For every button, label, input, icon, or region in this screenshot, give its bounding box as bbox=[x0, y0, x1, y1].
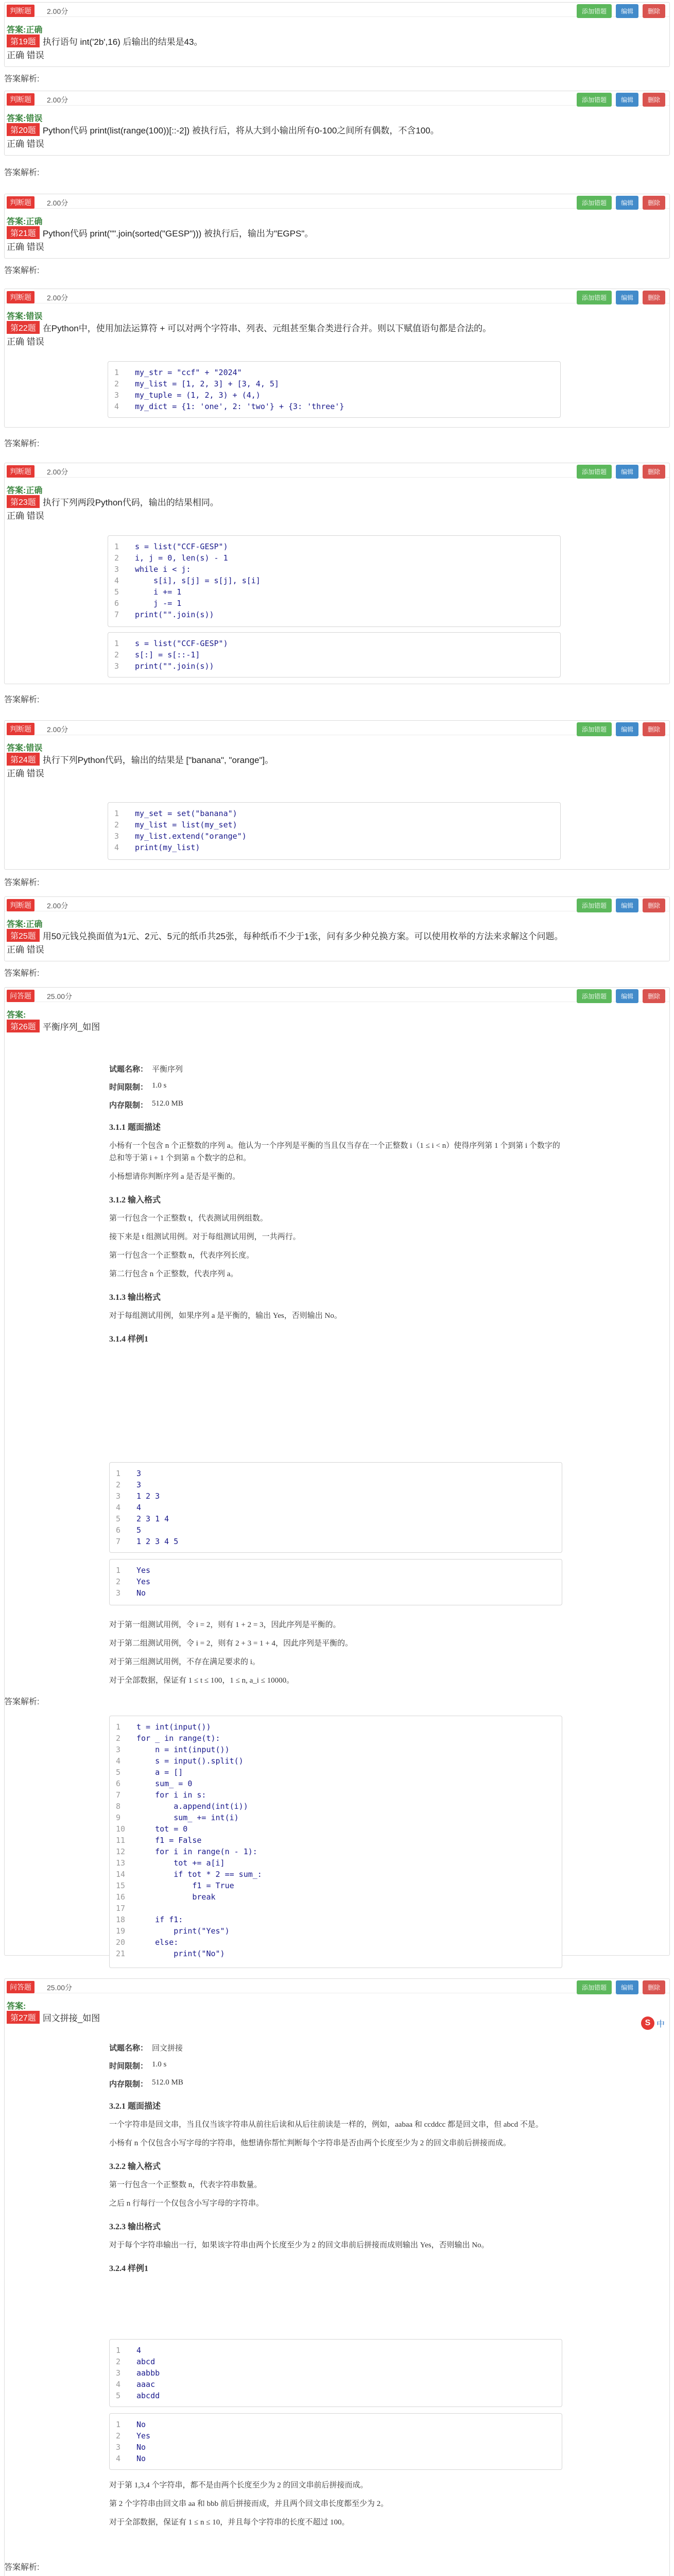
code-line: 17 bbox=[116, 1904, 126, 1913]
code-line: 3 my_tuple = (1, 2, 3) + (4,) bbox=[114, 391, 261, 400]
code-line: 1 No bbox=[116, 2420, 146, 2429]
code-line: 7 1 2 3 4 5 bbox=[116, 1537, 179, 1546]
code-line: 5 abcdd bbox=[116, 2391, 160, 2400]
meta-name bbox=[109, 1063, 562, 1074]
paragraph: 小杨有 n 个仅包含小写字母的字符串，他想请你帮忙判断每个字符串是否由两个长度至少为 2 的回文串前后拼接而成。 bbox=[109, 2139, 511, 2147]
meta-mem bbox=[109, 2078, 562, 2089]
question-text: 执行下列两段Python代码，输出的结果相同。 bbox=[42, 498, 219, 507]
question-text: Python代码 print("".join(sorted("GESP"))) 被执行后，输出为"EGPS"。 bbox=[42, 229, 314, 239]
bullet-note: 对于第二组测试用例，令 i = 2，则有 2 + 3 = 1 + 4，因此序列是平衡的。 bbox=[109, 1639, 353, 1648]
code-line: 6 5 bbox=[116, 1526, 142, 1535]
question-card bbox=[4, 289, 670, 428]
code-block bbox=[108, 361, 561, 418]
question-type-badge: 判断题 bbox=[7, 93, 34, 106]
question-number: 第24题 bbox=[7, 753, 40, 766]
code-line: 7 for i in s: bbox=[116, 1790, 206, 1800]
analysis-label: 答案解析: bbox=[4, 1698, 40, 1706]
question-number: 第22题 bbox=[7, 321, 40, 334]
code-line: 15 f1 = True bbox=[116, 1881, 234, 1890]
paragraph: 第一行包含一个正整数 t，代表测试用例组数。 bbox=[109, 1214, 268, 1223]
question-type-badge: 问答题 bbox=[7, 990, 34, 1002]
question-text: 平衡序列_如图 bbox=[42, 1022, 100, 1032]
code-block bbox=[108, 535, 561, 627]
code-line: 2 for _ in range(t): bbox=[116, 1734, 220, 1743]
add-wrong-button[interactable]: 添加错题 bbox=[577, 196, 612, 210]
edit-button[interactable]: 编辑 bbox=[616, 4, 638, 18]
code-line: 16 break bbox=[116, 1892, 216, 1902]
analysis-label: 答案解析: bbox=[4, 75, 40, 83]
time-limit: 1.0 s bbox=[152, 1081, 167, 1090]
paragraph: 第二行包含 n 个正整数，代表序列 a。 bbox=[109, 1270, 238, 1278]
paragraph: 对于每个字符串输出一行，如果该字符串由两个长度至少为 2 的回文串前后拼接而成则输出 Yes，否则输出 No。 bbox=[109, 2241, 489, 2249]
meta-time bbox=[109, 1081, 562, 1092]
code-line: 21 print("No") bbox=[116, 1949, 225, 1958]
question-type-badge: 判断题 bbox=[7, 196, 34, 209]
sample-output bbox=[109, 1559, 562, 1605]
ime-indicator[interactable]: 中 bbox=[656, 2020, 665, 2029]
code-line: 6 j -= 1 bbox=[114, 599, 182, 608]
answer: 答案:错误 bbox=[7, 744, 43, 753]
paragraph: 之后 n 行每行一个仅包含小写字母的字符串。 bbox=[109, 2199, 264, 2208]
code-line: 4 No bbox=[116, 2454, 146, 2463]
delete-button[interactable]: 删除 bbox=[643, 465, 665, 479]
sample-notes bbox=[109, 2473, 562, 2535]
code-line: 2 s[:] = s[::-1] bbox=[114, 650, 200, 659]
code-line: 19 print("Yes") bbox=[116, 1926, 230, 1936]
section-heading: 3.2.4 样例1 bbox=[109, 2264, 149, 2273]
true-false-options[interactable]: 正确 错误 bbox=[7, 242, 44, 252]
code-block bbox=[108, 802, 561, 860]
score: 2.00分 bbox=[47, 96, 68, 104]
code-line: 2 my_list = [1, 2, 3] + [3, 4, 5] bbox=[114, 379, 279, 388]
score: 2.00分 bbox=[47, 7, 68, 15]
problem-name: 回文拼接 bbox=[152, 2044, 183, 2053]
question-text: 用50元钱兑换面值为1元、2元、5元的纸币共25张，每种纸币不少于1张，问有多少种兑换方案。可以使用枚举的方法来求解这个问题。 bbox=[42, 931, 563, 941]
question-type-badge: 判断题 bbox=[7, 5, 34, 17]
problem-name: 平衡序列 bbox=[152, 1065, 183, 1074]
code-line: 5 i += 1 bbox=[114, 587, 182, 597]
question-card bbox=[4, 2, 670, 67]
true-false-options[interactable]: 正确 错误 bbox=[7, 139, 44, 149]
score: 25.00分 bbox=[47, 992, 73, 1001]
section-heading: 3.1.3 输出格式 bbox=[109, 1293, 161, 1302]
code-line: 1 my_set = set("banana") bbox=[114, 809, 237, 818]
code-line: 1 s = list("CCF-GESP") bbox=[114, 639, 228, 648]
score: 2.00分 bbox=[47, 468, 68, 476]
add-wrong-button[interactable]: 添加错题 bbox=[577, 722, 612, 736]
paragraph: 第一行包含一个正整数 n，代表字符串数量。 bbox=[109, 2181, 262, 2189]
delete-button[interactable]: 删除 bbox=[643, 989, 665, 1003]
edit-button[interactable]: 编辑 bbox=[616, 989, 638, 1003]
question-card bbox=[4, 194, 670, 259]
code-line: 9 sum_ += int(i) bbox=[116, 1813, 239, 1822]
section-heading: 3.1.2 输入格式 bbox=[109, 1196, 161, 1205]
question-number: 第26题 bbox=[7, 1020, 40, 1032]
time-label: 时间限制： bbox=[109, 2062, 148, 2071]
code-line: 2 Yes bbox=[116, 2431, 151, 2441]
sample-notes bbox=[109, 1613, 562, 1693]
question-row bbox=[7, 321, 491, 334]
code-line: 6 sum_ = 0 bbox=[116, 1779, 193, 1788]
analysis-label: 答案解析: bbox=[4, 2563, 40, 2572]
meta-mem bbox=[109, 1099, 562, 1110]
paragraph: 接下来是 t 组测试用例。对于每组测试用例，一共两行。 bbox=[109, 1233, 301, 1241]
mem-label: 内存限制： bbox=[109, 1101, 148, 1110]
name-label: 试题名称： bbox=[109, 2044, 148, 2053]
delete-button[interactable]: 删除 bbox=[643, 722, 665, 736]
card-header bbox=[5, 463, 669, 478]
code-line: 4 4 bbox=[116, 1503, 142, 1512]
problem-statement bbox=[109, 2035, 562, 2281]
bullet-note: 对于全部数据，保证有 1 ≤ t ≤ 100，1 ≤ n, a_i ≤ 10000。 bbox=[109, 1676, 295, 1685]
code-line: 4 my_dict = {1: 'one', 2: 'two'} + {3: 'three'} bbox=[114, 402, 344, 411]
analysis-label: 答案解析: bbox=[4, 696, 40, 704]
solution-code bbox=[109, 1716, 562, 1968]
problem-statement bbox=[109, 1056, 562, 1351]
code-line: 7 print("".join(s)) bbox=[114, 610, 214, 619]
sample-output bbox=[109, 2413, 562, 2470]
question-row bbox=[7, 929, 563, 942]
code-line: 3 while i < j: bbox=[114, 565, 191, 574]
score: 2.00分 bbox=[47, 199, 68, 207]
true-false-options[interactable]: 正确 错误 bbox=[7, 337, 44, 347]
edit-button[interactable]: 编辑 bbox=[616, 722, 638, 736]
question-number: 第21题 bbox=[7, 226, 40, 239]
delete-button[interactable]: 删除 bbox=[643, 196, 665, 210]
code-line: 2 i, j = 0, len(s) - 1 bbox=[114, 553, 228, 563]
code-line: 5 a = [] bbox=[116, 1768, 183, 1777]
answer: 答案: bbox=[7, 2002, 26, 2011]
code-line: 11 f1 = False bbox=[116, 1836, 202, 1845]
score: 2.00分 bbox=[47, 294, 68, 302]
code-line: 1 Yes bbox=[116, 1566, 151, 1575]
question-number: 第19题 bbox=[7, 35, 40, 47]
card-header bbox=[5, 91, 669, 106]
code-line: 4 print(my_list) bbox=[114, 843, 200, 852]
edit-button[interactable]: 编辑 bbox=[616, 465, 638, 479]
section-heading: 3.1.4 样例1 bbox=[109, 1335, 149, 1344]
meta-name bbox=[109, 2042, 562, 2053]
time-limit: 1.0 s bbox=[152, 2060, 167, 2069]
section-heading: 3.2.1 题面描述 bbox=[109, 2102, 161, 2111]
question-text: 执行语句 int('2b',16) 后输出的结果是43。 bbox=[42, 37, 203, 47]
memory-limit: 512.0 MB bbox=[152, 2078, 183, 2087]
code-line: 3 1 2 3 bbox=[116, 1492, 160, 1501]
question-row bbox=[7, 1020, 100, 1032]
code-line: 12 for i in range(n - 1): bbox=[116, 1847, 257, 1856]
question-number: 第23题 bbox=[7, 495, 40, 508]
question-text: Python代码 print(list(range(100))[::-2]) 被执行后，将从大到小输出所有0-100之间所有偶数，不含100。 bbox=[42, 126, 439, 135]
question-text: 执行下列Python代码，输出的结果是 ["banana", "orange"]。 bbox=[42, 755, 274, 765]
code-line: 4 aaac bbox=[116, 2380, 155, 2389]
name-label: 试题名称： bbox=[109, 1065, 148, 1074]
code-line: 8 a.append(int(i)) bbox=[116, 1802, 248, 1811]
score: 25.00分 bbox=[47, 1984, 73, 1992]
side-widget[interactable] bbox=[641, 2016, 665, 2030]
code-line: 10 tot = 0 bbox=[116, 1824, 188, 1834]
question-number: 第20题 bbox=[7, 123, 40, 136]
code-line: 4 s[i], s[j] = s[j], s[i] bbox=[114, 576, 261, 585]
code-line: 3 my_list.extend("orange") bbox=[114, 832, 247, 841]
question-row bbox=[7, 123, 439, 136]
paragraph: 小杨想请你判断序列 a 是否是平衡的。 bbox=[109, 1173, 240, 1181]
question-number: 第25题 bbox=[7, 929, 40, 942]
question-row bbox=[7, 226, 313, 239]
code-line: 2 3 bbox=[116, 1480, 142, 1489]
card-header bbox=[5, 897, 669, 911]
code-line: 1 my_str = "ccf" + "2024" bbox=[114, 368, 242, 377]
score: 2.00分 bbox=[47, 902, 68, 910]
analysis-label: 答案解析: bbox=[4, 168, 40, 177]
paragraph: 一个字符串是回文串，当且仅当该字符串从前往后读和从后往前读是一样的，例如，aabaa 和 ccddcc 都是回文串，但 abcd 不是。 bbox=[109, 2121, 543, 2129]
code-line: 1 t = int(input()) bbox=[116, 1722, 211, 1732]
code-line: 3 No bbox=[116, 1588, 146, 1598]
true-false-options[interactable]: 正确 错误 bbox=[7, 50, 44, 60]
add-wrong-button[interactable]: 添加错题 bbox=[577, 899, 612, 912]
card-header bbox=[5, 194, 669, 209]
question-row bbox=[7, 2011, 100, 2024]
answer: 答案:正确 bbox=[7, 920, 43, 929]
add-wrong-button[interactable]: 添加错题 bbox=[577, 1980, 612, 1994]
edit-button[interactable]: 编辑 bbox=[616, 93, 638, 107]
section-heading: 3.1.1 题面描述 bbox=[109, 1123, 161, 1132]
bullet-note: 对于第三组测试用例，不存在满足要求的 i。 bbox=[109, 1658, 260, 1666]
section-heading: 3.2.2 输入格式 bbox=[109, 2162, 161, 2171]
question-card bbox=[4, 720, 670, 870]
paragraph: 第一行包含一个正整数 n，代表序列长度。 bbox=[109, 1251, 254, 1260]
add-wrong-button[interactable]: 添加错题 bbox=[577, 465, 612, 479]
code-line: 14 if tot * 2 == sum_: bbox=[116, 1870, 262, 1879]
answer: 答案:错误 bbox=[7, 312, 43, 321]
code-block-2 bbox=[108, 632, 561, 677]
code-line: 3 aabbb bbox=[116, 2368, 160, 2378]
add-wrong-button[interactable]: 添加错题 bbox=[577, 4, 612, 18]
add-wrong-button[interactable]: 添加错题 bbox=[577, 989, 612, 1003]
answer: 答案: bbox=[7, 1011, 26, 1020]
sample-input bbox=[109, 2339, 562, 2407]
delete-button[interactable]: 删除 bbox=[643, 4, 665, 18]
answer: 答案:正确 bbox=[7, 26, 43, 35]
code-line: 3 n = int(input()) bbox=[116, 1745, 230, 1754]
question-card bbox=[4, 896, 670, 961]
memory-limit: 512.0 MB bbox=[152, 1099, 183, 1108]
analysis-label: 答案解析: bbox=[4, 969, 40, 978]
paragraph: 小杨有一个包含 n 个正整数的序列 a。他认为一个序列是平衡的当且仅当存在一个正整数 i（1 ≤ i < n）使得序列第 1 个到第 i 个数字的总和等于第 i + 1 个到第 n 个数字的总和。 bbox=[109, 1142, 560, 1162]
code-line: 1 4 bbox=[116, 2346, 142, 2355]
true-false-options[interactable]: 正确 错误 bbox=[7, 769, 44, 778]
true-false-options[interactable]: 正确 错误 bbox=[7, 945, 44, 955]
code-line: 5 2 3 1 4 bbox=[116, 1514, 169, 1523]
question-row bbox=[7, 35, 202, 47]
note: 对于全部数据，保证有 1 ≤ n ≤ 10，并且每个字符串的长度不超过 100。 bbox=[109, 2518, 350, 2527]
question-type-badge: 判断题 bbox=[7, 465, 34, 478]
edit-button[interactable]: 编辑 bbox=[616, 1980, 638, 1994]
code-line: 20 else: bbox=[116, 1938, 179, 1947]
card-header bbox=[5, 1979, 669, 1993]
sogou-icon[interactable]: S bbox=[641, 2016, 654, 2030]
question-card bbox=[4, 91, 670, 156]
card-header bbox=[5, 721, 669, 735]
question-row bbox=[7, 495, 219, 508]
question-type-badge: 判断题 bbox=[7, 291, 34, 303]
answer: 答案:正确 bbox=[7, 217, 43, 226]
answer: 答案:错误 bbox=[7, 114, 43, 123]
note: 第 2 个字符串由回文串 aa 和 bbb 前后拼接而成，并且两个回文串长度都至少为 2。 bbox=[109, 2500, 389, 2508]
note: 对于第 1,3,4 个字符串，都不是由两个长度至少为 2 的回文串前后拼接而成。 bbox=[109, 2481, 368, 2489]
add-wrong-button[interactable]: 添加错题 bbox=[577, 93, 612, 107]
question-type-badge: 判断题 bbox=[7, 899, 34, 911]
meta-time bbox=[109, 2060, 562, 2071]
edit-button[interactable]: 编辑 bbox=[616, 196, 638, 210]
analysis-label: 答案解析: bbox=[4, 439, 40, 448]
question-type-badge: 问答题 bbox=[7, 1981, 34, 1993]
code-line: 4 s = input().split() bbox=[116, 1756, 244, 1766]
code-line: 2 my_list = list(my_set) bbox=[114, 820, 237, 829]
add-wrong-button[interactable]: 添加错题 bbox=[577, 291, 612, 304]
analysis-label: 答案解析: bbox=[4, 878, 40, 887]
section-heading: 3.2.3 输出格式 bbox=[109, 2223, 161, 2231]
answer: 答案:正确 bbox=[7, 486, 43, 495]
time-label: 时间限制： bbox=[109, 1083, 148, 1092]
delete-button[interactable]: 删除 bbox=[643, 93, 665, 107]
delete-button[interactable]: 删除 bbox=[643, 899, 665, 912]
question-number: 第27题 bbox=[7, 2011, 40, 2024]
question-card bbox=[4, 463, 670, 684]
code-line: 1 s = list("CCF-GESP") bbox=[114, 542, 228, 551]
bullet-note: 对于第一组测试用例，令 i = 2，则有 1 + 2 = 3，因此序列是平衡的。 bbox=[109, 1621, 341, 1629]
mem-label: 内存限制： bbox=[109, 2080, 148, 2089]
analysis-label: 答案解析: bbox=[4, 266, 40, 275]
code-line: 18 if f1: bbox=[116, 1915, 183, 1924]
code-line: 1 3 bbox=[116, 1469, 142, 1478]
card-header bbox=[5, 988, 669, 1002]
question-type-badge: 判断题 bbox=[7, 723, 34, 735]
question-row bbox=[7, 753, 273, 766]
question-text: 在Python中，使用加法运算符 + 可以对两个字符串、列表、元组甚至集合类进行合并。则以下赋值语句都是合法的。 bbox=[42, 324, 492, 333]
code-line: 2 Yes bbox=[116, 1577, 151, 1586]
true-false-options[interactable]: 正确 错误 bbox=[7, 511, 44, 521]
code-line: 3 print("".join(s)) bbox=[114, 662, 214, 671]
code-line: 3 No bbox=[116, 2443, 146, 2452]
sample-input bbox=[109, 1462, 562, 1553]
card-header bbox=[5, 3, 669, 17]
paragraph: 对于每组测试用例，如果序列 a 是平衡的，输出 Yes，否则输出 No。 bbox=[109, 1312, 342, 1320]
delete-button[interactable]: 删除 bbox=[643, 1980, 665, 1994]
edit-button[interactable]: 编辑 bbox=[616, 291, 638, 304]
edit-button[interactable]: 编辑 bbox=[616, 899, 638, 912]
card-header bbox=[5, 289, 669, 303]
question-text: 回文拼接_如图 bbox=[42, 2013, 100, 2023]
delete-button[interactable]: 删除 bbox=[643, 291, 665, 304]
code-line: 13 tot += a[i] bbox=[116, 1858, 225, 1868]
score: 2.00分 bbox=[47, 725, 68, 734]
code-line: 2 abcd bbox=[116, 2357, 155, 2366]
